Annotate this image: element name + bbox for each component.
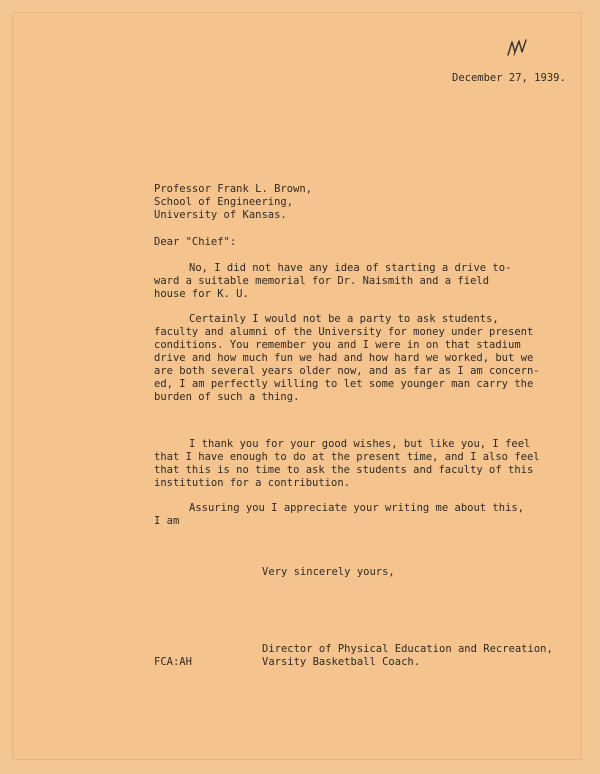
paragraph-4-line-1: Assuring you I appreciate your writing me about this, — [189, 502, 525, 514]
paragraph-2-line-5: are both several years older now, and as far as I am concern- — [154, 365, 540, 377]
paragraph-2-line-6: ed, I am perfectly willing to let some younger man carry the — [154, 378, 534, 390]
paragraph-2-line-7: burden of such a thing. — [154, 391, 300, 403]
address-line-1: Professor Frank L. Brown, — [154, 183, 313, 195]
reference-initials: FCA:AH — [154, 656, 192, 668]
paragraph-3-line-1: I thank you for your good wishes, but like you, I feel — [189, 438, 531, 450]
salutation: Dear "Chief": — [154, 236, 237, 248]
paragraph-1-line-1: No, I did not have any idea of starting a drive to- — [189, 262, 512, 274]
paragraph-3-line-4: institution for a contribution. — [154, 477, 350, 489]
paragraph-2-line-4: drive and how much fun we had and how hard we worked, but we — [154, 352, 534, 364]
paragraph-3-line-3: that this is no time to ask the students and faculty of this — [154, 464, 534, 476]
address-line-3: University of Kansas. — [154, 209, 287, 221]
paragraph-1-line-2: ward a suitable memorial for Dr. Naismith and a field — [154, 275, 490, 287]
paragraph-1-line-3: house for K. U. — [154, 288, 249, 300]
paragraph-2-line-3: conditions. You remember you and I were in on that stadium — [154, 339, 521, 351]
handwritten-initial-mark — [505, 38, 533, 58]
signature-title-line-2: Varsity Basketball Coach. — [262, 656, 421, 668]
paragraph-4-line-2: I am — [154, 515, 180, 527]
paragraph-2-line-2: faculty and alumni of the University for money under present — [154, 326, 534, 338]
paragraph-2-line-1: Certainly I would not be a party to ask students, — [189, 313, 499, 325]
paragraph-3-line-2: that I have enough to do at the present time, and I also feel — [154, 451, 540, 463]
address-line-2: School of Engineering, — [154, 196, 294, 208]
letter-date: December 27, 1939. — [452, 72, 566, 84]
closing: Very sincerely yours, — [262, 566, 395, 578]
signature-title-line-1: Director of Physical Education and Recreation, — [262, 643, 553, 655]
